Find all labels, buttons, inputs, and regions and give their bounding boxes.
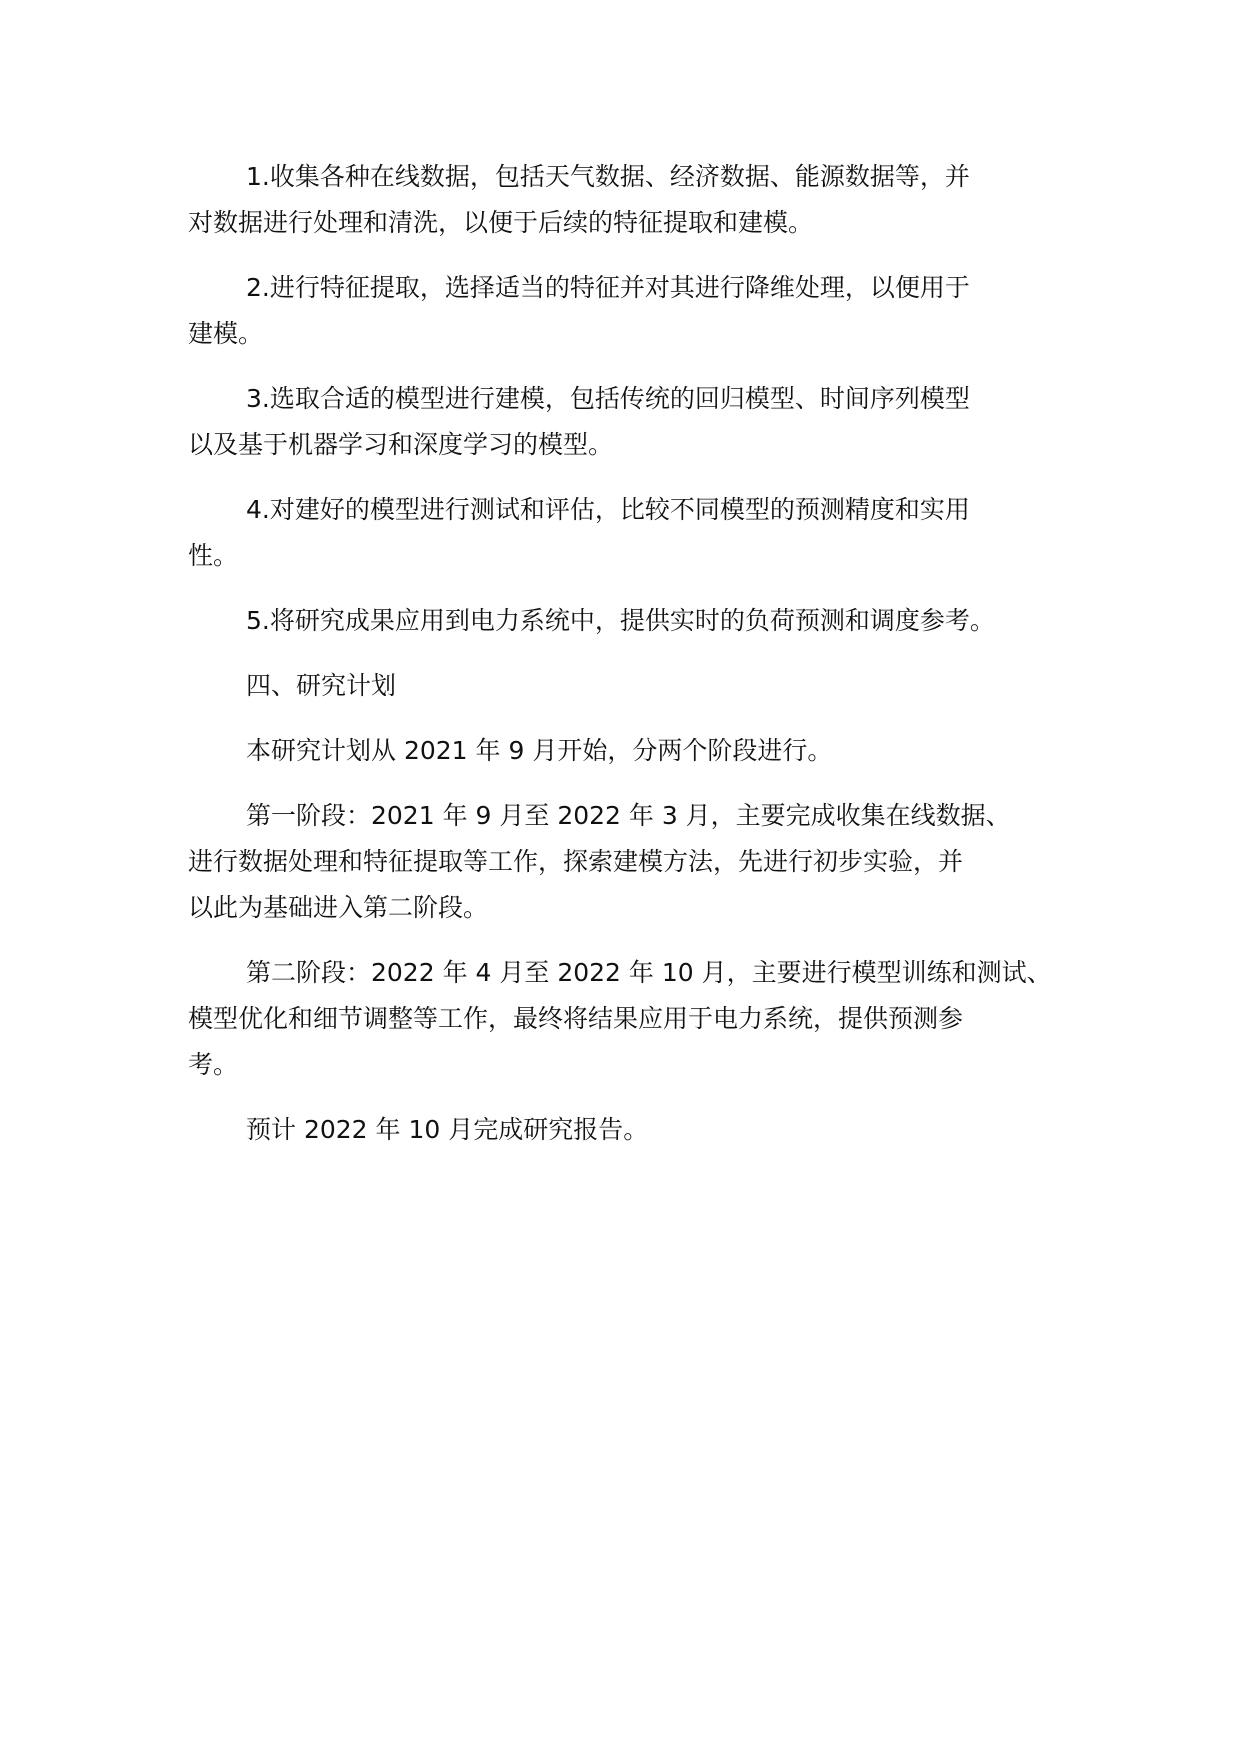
text-line: 3.选取合适的模型进行建模，包括传统的回归模型、时间序列模型 — [246, 384, 970, 413]
text-line: 4.对建好的模型进行测试和评估，比较不同模型的预测精度和实用 — [246, 495, 970, 524]
text-line: 预计 2022 年 10 月完成研究报告。 — [246, 1115, 649, 1144]
document-body — [188, 154, 1058, 1172]
paragraph-phase-1 — [188, 793, 1058, 931]
text-line: 本研究计划从 2021 年 9 月开始，分两个阶段进行。 — [246, 736, 833, 765]
text-line: 2.进行特征提取，选择适当的特征并对其进行降维处理，以便用于 — [246, 273, 970, 302]
paragraph-step-1 — [188, 154, 1058, 246]
text-line: 建模。 — [188, 319, 264, 348]
paragraph-step-2 — [188, 265, 1058, 357]
section-heading — [188, 663, 1058, 709]
text-line: 对数据进行处理和清洗，以便于后续的特征提取和建模。 — [188, 208, 814, 237]
paragraph-phase-2 — [188, 950, 1058, 1088]
text-line: 1.收集各种在线数据，包括天气数据、经济数据、能源数据等，并 — [246, 162, 970, 191]
paragraph-plan-intro — [188, 728, 1058, 774]
text-line: 第一阶段：2021 年 9 月至 2022 年 3 月，主要完成收集在线数据、 — [246, 801, 1011, 830]
paragraph-step-3 — [188, 376, 1058, 468]
text-line: 5.将研究成果应用到电力系统中，提供实时的负荷预测和调度参考。 — [246, 606, 995, 635]
paragraph-completion — [188, 1107, 1058, 1153]
text-line: 第二阶段：2022 年 4 月至 2022 年 10 月，主要进行模型训练和测试、 — [246, 958, 1052, 987]
text-line: 以此为基础进入第二阶段。 — [188, 893, 489, 922]
paragraph-step-5 — [188, 598, 1058, 644]
text-line: 模型优化和细节调整等工作，最终将结果应用于电力系统，提供预测参 — [188, 1004, 964, 1033]
paragraph-step-4 — [188, 487, 1058, 579]
text-line: 考。 — [188, 1050, 239, 1079]
text-line: 以及基于机器学习和深度学习的模型。 — [188, 430, 614, 459]
text-line: 进行数据处理和特征提取等工作，探索建模方法，先进行初步实验，并 — [188, 847, 964, 876]
section-heading-text: 四、研究计划 — [246, 671, 397, 700]
text-line: 性。 — [188, 541, 239, 570]
